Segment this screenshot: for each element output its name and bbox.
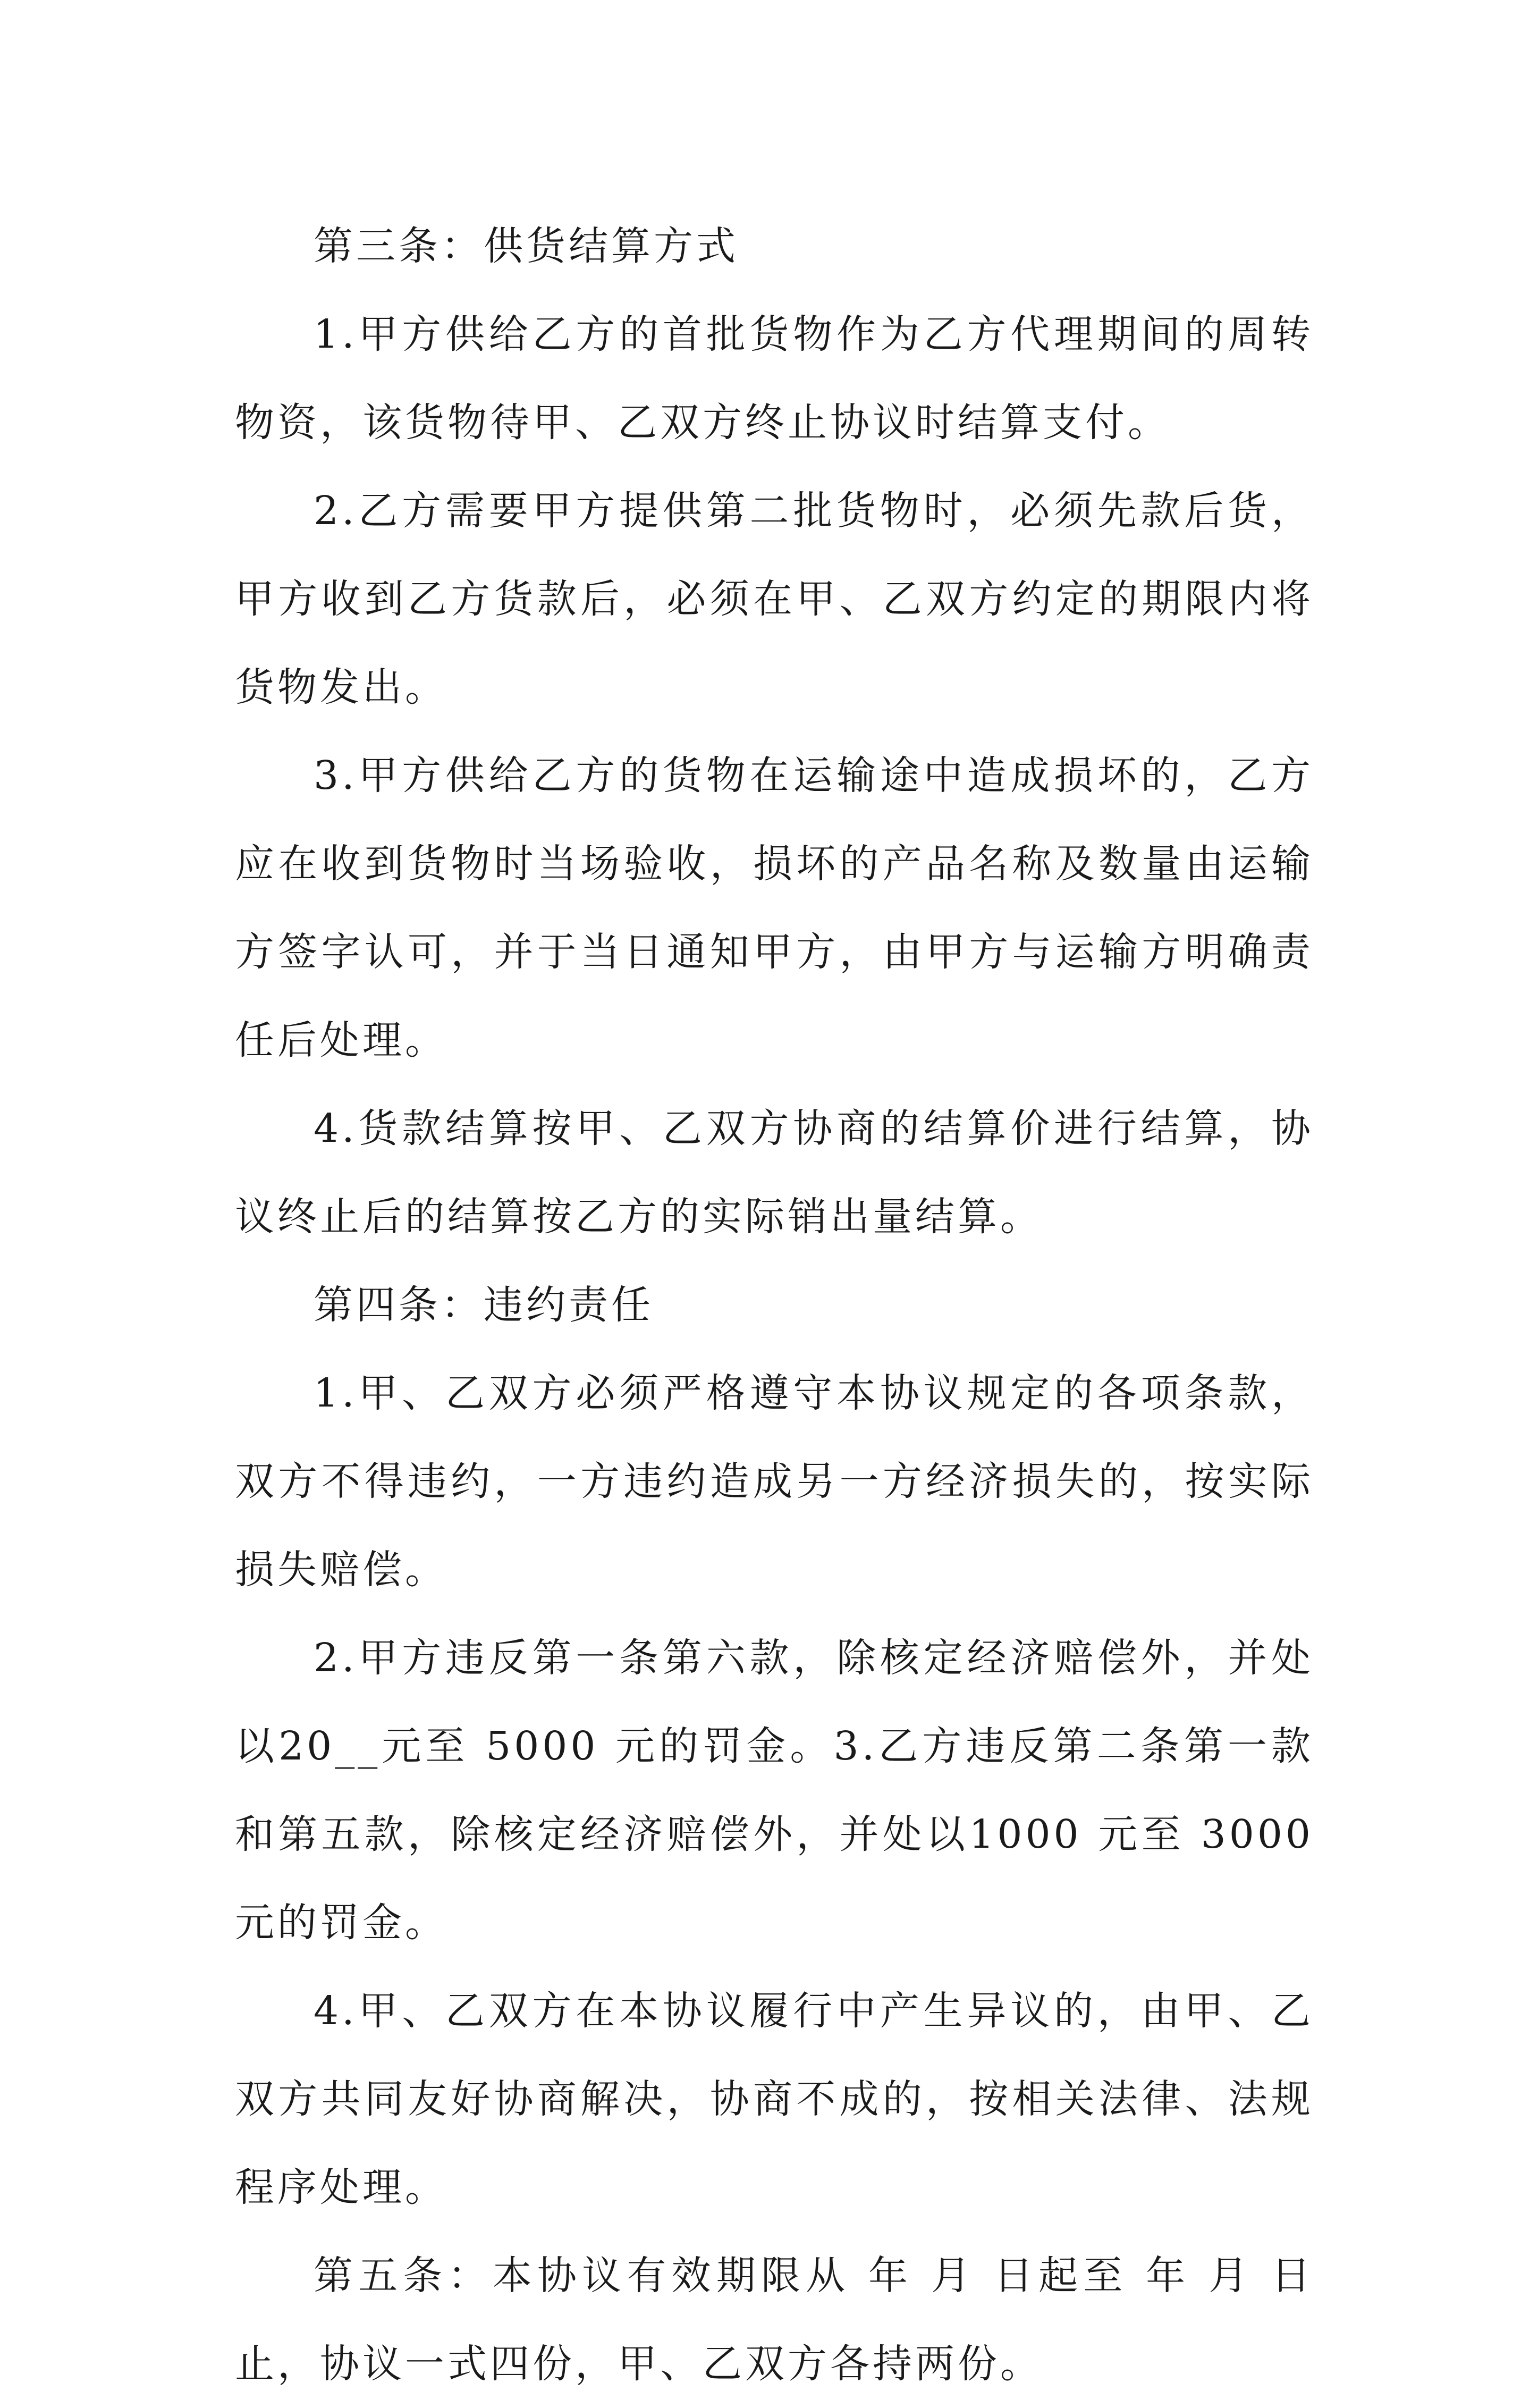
clause-4-4: 4.甲、乙双方在本协议履行中产生异议的，由甲、乙双方共同友好协商解决，协商不成的，按相关法律、法规程序处理。: [235, 1988, 1314, 2210]
clause-3-3: 3.甲方供给乙方的货物在运输途中造成损坏的，乙方应在收到货物时当场验收，损坏的产品名称及数量由运输方签字认可，并于当日通知甲方，由甲方与运输方明确责任后处理。: [235, 753, 1314, 1063]
clause-4-1: 1.甲、乙双方必须严格遵守本协议规定的各项条款，双方不得违约，一方违约造成另一方经济损失的，按实际损失赔偿。: [235, 1370, 1314, 1593]
section-heading-4: 第四条：违约责任: [314, 1282, 654, 1328]
clause-3-4: 4.货款结算按甲、乙双方协商的结算价进行结算，协议终止后的结算按乙方的实际销出量结算。: [235, 1106, 1314, 1240]
clause-4-2-3: 2.甲方违反第一条第六款，除核定经济赔偿外，并处以20__元至 5000 元的罚金。3.乙方违反第二条第一款和第五款，除核定经济赔偿外，并处以1000 元至 3000 元的罚金。: [235, 1635, 1314, 1946]
document-body: [235, 202, 1314, 2408]
section-heading-3: 第三条：供货结算方式: [314, 223, 739, 269]
clause-3-1: 1.甲方供给乙方的首批货物作为乙方代理期间的周转物资，该货物待甲、乙双方终止协议时结算支付。: [235, 311, 1314, 445]
clause-3-2: 2.乙方需要甲方提供第二批货物时，必须先款后货，甲方收到乙方货款后，必须在甲、乙双方约定的期限内将货物发出。: [235, 488, 1314, 710]
section-5: 第五条：本协议有效期限从 年 月 日起至 年 月 日止，协议一式四份，甲、乙双方各持两份。: [235, 2253, 1314, 2387]
